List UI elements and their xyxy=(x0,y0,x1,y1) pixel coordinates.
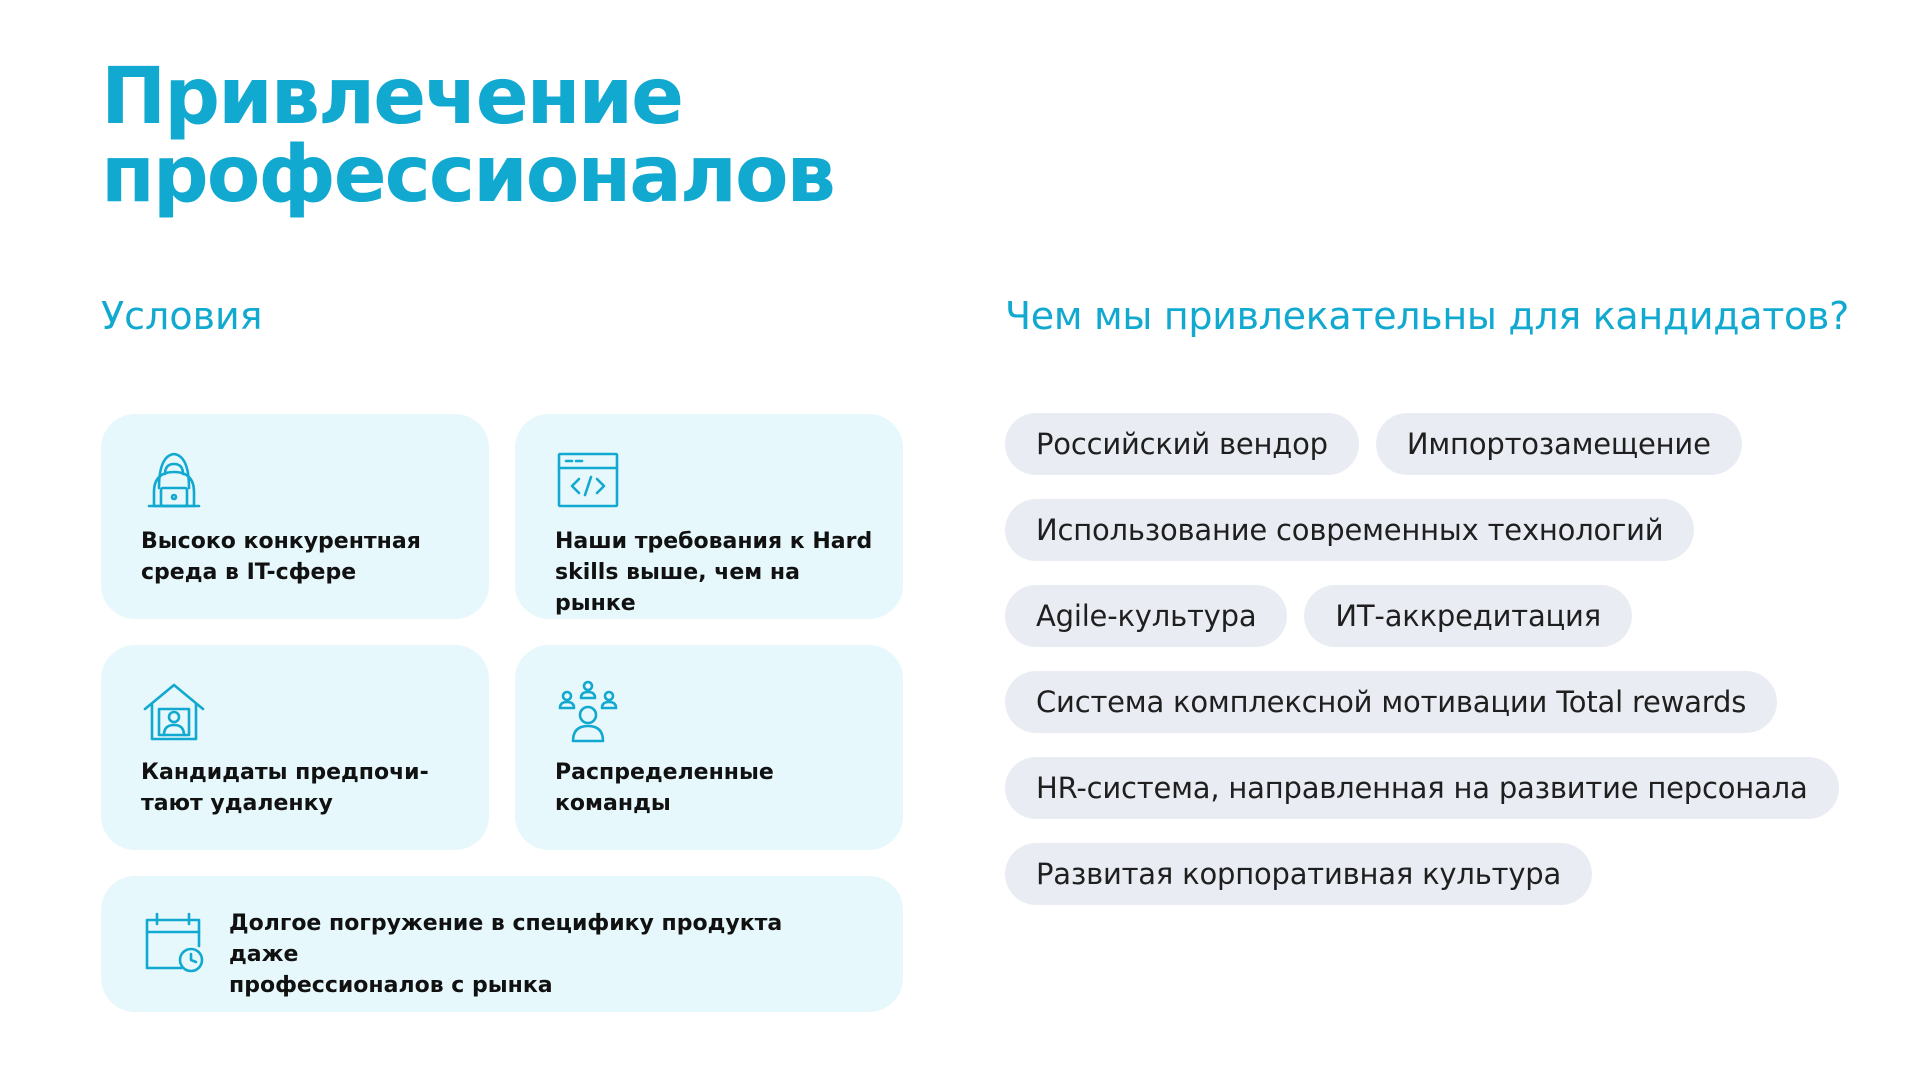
condition-card-text: Кандидаты предпочи- тают удаленку xyxy=(141,760,429,816)
condition-card-hard-skills xyxy=(515,414,903,619)
condition-card-text: Наши требования к Hard skills выше, чем на рынке xyxy=(555,529,873,616)
tag-row xyxy=(1005,499,1865,561)
distributed-team-icon xyxy=(555,679,621,745)
code-window-icon xyxy=(555,448,621,514)
tag-row xyxy=(1005,757,1865,819)
tag-row xyxy=(1005,413,1865,475)
tag-row xyxy=(1005,585,1865,647)
tag-row xyxy=(1005,671,1865,733)
conditions-heading: Условия xyxy=(101,294,263,338)
tag-agile: Agile-культура xyxy=(1005,585,1287,647)
page-title xyxy=(101,52,834,220)
calendar-clock-icon xyxy=(141,910,207,976)
condition-card-text: Распределенные команды xyxy=(555,760,774,816)
tag-import-substitution: Импортозамещение xyxy=(1376,413,1742,475)
condition-card-text: Высоко конкурентная среда в IT-сфере xyxy=(141,529,421,585)
attractiveness-heading: Чем мы привлекательны для кандидатов? xyxy=(1005,294,1849,338)
tag-russian-vendor: Российский вендор xyxy=(1005,413,1359,475)
tag-row xyxy=(1005,843,1865,905)
hooded-hacker-laptop-icon xyxy=(141,448,207,514)
condition-card-text: Долгое погружение в специфику продукта даже профессионалов с рынка xyxy=(229,911,783,998)
tag-total-rewards: Система комплексной мотивации Total rewards xyxy=(1005,671,1777,733)
advantages-tag-list xyxy=(1005,413,1865,929)
tag-corporate-culture: Развитая корпоративная культура xyxy=(1005,843,1592,905)
home-person-icon xyxy=(141,679,207,745)
condition-card-remote xyxy=(101,645,489,850)
tag-it-accreditation: ИТ-аккредитация xyxy=(1304,585,1632,647)
condition-card-competition xyxy=(101,414,489,619)
condition-card-onboarding xyxy=(101,876,903,1012)
page-title-line-1: Привлечение xyxy=(101,52,683,142)
page-title-line-2: профессионалов xyxy=(101,130,834,220)
condition-card-distributed-teams xyxy=(515,645,903,850)
tag-modern-tech: Использование современных технологий xyxy=(1005,499,1694,561)
tag-hr-system: HR-система, направленная на развитие персонала xyxy=(1005,757,1839,819)
